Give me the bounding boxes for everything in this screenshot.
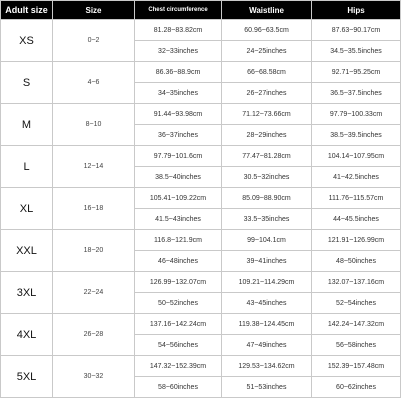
size-number: 22~24 bbox=[53, 272, 135, 314]
header-size: Size bbox=[53, 1, 135, 20]
hips-cm: 132.07~137.16cm bbox=[312, 272, 401, 293]
chest-cm: 86.36~88.9cm bbox=[135, 62, 222, 83]
header-row bbox=[1, 1, 401, 20]
waist-inches: 47~49inches bbox=[222, 335, 312, 356]
chest-inches: 41.5~43inches bbox=[135, 209, 222, 230]
waist-cm: 71.12~73.66cm bbox=[222, 104, 312, 125]
waist-cm: 60.96~63.5cm bbox=[222, 20, 312, 41]
table-row bbox=[1, 62, 401, 83]
waist-inches: 28~29inches bbox=[222, 125, 312, 146]
chest-cm: 81.28~83.82cm bbox=[135, 20, 222, 41]
size-number: 26~28 bbox=[53, 314, 135, 356]
hips-inches: 60~62inches bbox=[312, 377, 401, 398]
chest-cm: 105.41~109.22cm bbox=[135, 188, 222, 209]
chest-inches: 38.5~40inches bbox=[135, 167, 222, 188]
size-label: 4XL bbox=[1, 314, 53, 356]
waist-cm: 129.53~134.62cm bbox=[222, 356, 312, 377]
hips-inches: 48~50inches bbox=[312, 251, 401, 272]
hips-inches: 36.5~37.5inches bbox=[312, 83, 401, 104]
waist-cm: 109.21~114.29cm bbox=[222, 272, 312, 293]
waist-inches: 51~53inches bbox=[222, 377, 312, 398]
waist-cm: 119.38~124.45cm bbox=[222, 314, 312, 335]
waist-cm: 66~68.58cm bbox=[222, 62, 312, 83]
waist-cm: 99~104.1cm bbox=[222, 230, 312, 251]
table-row bbox=[1, 272, 401, 293]
size-number: 8~10 bbox=[53, 104, 135, 146]
hips-cm: 111.76~115.57cm bbox=[312, 188, 401, 209]
hips-inches: 52~54inches bbox=[312, 293, 401, 314]
size-label: 5XL bbox=[1, 356, 53, 398]
hips-cm: 87.63~90.17cm bbox=[312, 20, 401, 41]
size-label: L bbox=[1, 146, 53, 188]
chest-inches: 32~33inches bbox=[135, 41, 222, 62]
size-number: 4~6 bbox=[53, 62, 135, 104]
chest-inches: 58~60inches bbox=[135, 377, 222, 398]
size-label: XS bbox=[1, 20, 53, 62]
header-hips: Hips bbox=[312, 1, 401, 20]
size-number: 16~18 bbox=[53, 188, 135, 230]
hips-inches: 34.5~35.5inches bbox=[312, 41, 401, 62]
waist-inches: 26~27inches bbox=[222, 83, 312, 104]
waist-cm: 77.47~81.28cm bbox=[222, 146, 312, 167]
chest-cm: 137.16~142.24cm bbox=[135, 314, 222, 335]
size-number: 0~2 bbox=[53, 20, 135, 62]
table-row bbox=[1, 188, 401, 209]
hips-cm: 142.24~147.32cm bbox=[312, 314, 401, 335]
header-chest: Chest circumference bbox=[135, 1, 222, 20]
header-adult-size: Adult size bbox=[1, 1, 53, 20]
size-number: 12~14 bbox=[53, 146, 135, 188]
chest-inches: 50~52inches bbox=[135, 293, 222, 314]
hips-inches: 38.5~39.5inches bbox=[312, 125, 401, 146]
table-row bbox=[1, 314, 401, 335]
hips-inches: 44~45.5inches bbox=[312, 209, 401, 230]
chest-cm: 147.32~152.39cm bbox=[135, 356, 222, 377]
waist-cm: 85.09~88.90cm bbox=[222, 188, 312, 209]
chest-cm: 91.44~93.98cm bbox=[135, 104, 222, 125]
waist-inches: 24~25inches bbox=[222, 41, 312, 62]
hips-cm: 92.71~95.25cm bbox=[312, 62, 401, 83]
hips-cm: 121.91~126.99cm bbox=[312, 230, 401, 251]
size-number: 18~20 bbox=[53, 230, 135, 272]
hips-cm: 104.14~107.95cm bbox=[312, 146, 401, 167]
size-label: XXL bbox=[1, 230, 53, 272]
table-row bbox=[1, 104, 401, 125]
size-label: S bbox=[1, 62, 53, 104]
size-label: XL bbox=[1, 188, 53, 230]
table-row bbox=[1, 146, 401, 167]
hips-cm: 152.39~157.48cm bbox=[312, 356, 401, 377]
chest-cm: 116.8~121.9cm bbox=[135, 230, 222, 251]
hips-inches: 41~42.5inches bbox=[312, 167, 401, 188]
hips-inches: 56~58inches bbox=[312, 335, 401, 356]
chest-cm: 126.99~132.07cm bbox=[135, 272, 222, 293]
chest-inches: 46~48inches bbox=[135, 251, 222, 272]
table-row bbox=[1, 230, 401, 251]
hips-cm: 97.79~100.33cm bbox=[312, 104, 401, 125]
waist-inches: 43~45inches bbox=[222, 293, 312, 314]
size-label: M bbox=[1, 104, 53, 146]
waist-inches: 33.5~35inches bbox=[222, 209, 312, 230]
table-row bbox=[1, 356, 401, 377]
size-number: 30~32 bbox=[53, 356, 135, 398]
chest-inches: 34~35inches bbox=[135, 83, 222, 104]
size-label: 3XL bbox=[1, 272, 53, 314]
chest-inches: 54~56inches bbox=[135, 335, 222, 356]
header-waist: Waistline bbox=[222, 1, 312, 20]
chest-inches: 36~37inches bbox=[135, 125, 222, 146]
waist-inches: 30.5~32inches bbox=[222, 167, 312, 188]
table-row bbox=[1, 20, 401, 41]
chest-cm: 97.79~101.6cm bbox=[135, 146, 222, 167]
waist-inches: 39~41inches bbox=[222, 251, 312, 272]
